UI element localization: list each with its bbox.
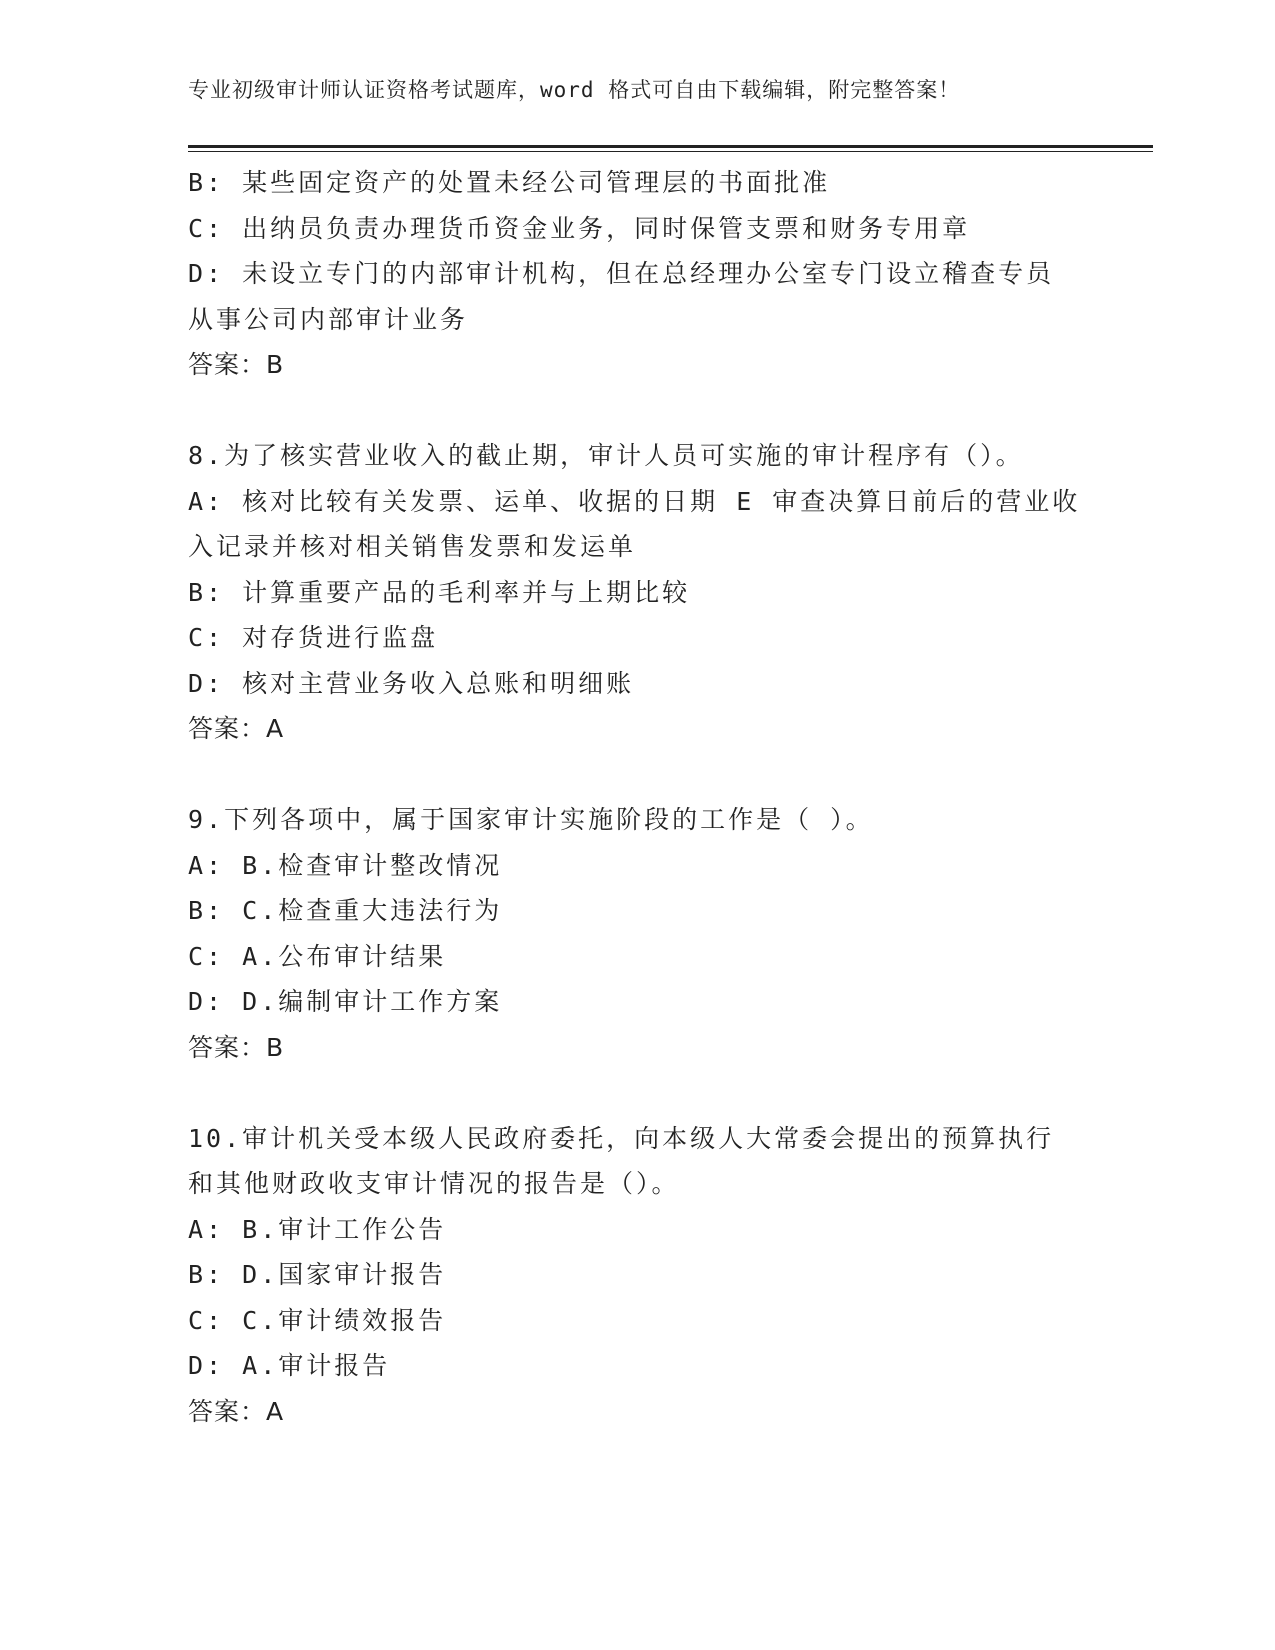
question-text-continued: 和其他财政收支审计情况的报告是（）。 (188, 1169, 680, 1198)
option-b: B: 计算重要产品的毛利率并与上期比较 (188, 577, 691, 607)
question-block-8 (188, 433, 1088, 752)
option-d: D: 未设立专门的内部审计机构，但在总经理办公室专门设立稽查专员 (188, 259, 1055, 288)
question-text: 8.为了核实营业收入的截止期，审计人员可实施的审计程序有（）。 (188, 441, 1024, 470)
option-a: A: 核对比较有关发票、运单、收据的日期 E 审查决算日前后的营业收 (188, 486, 1081, 516)
question-text: 9.下列各项中，属于国家审计实施阶段的工作是（ ）。 (188, 805, 874, 834)
option-b: B: D.国家审计报告 (188, 1260, 447, 1289)
spacer (188, 388, 1088, 434)
question-block-9 (188, 797, 1088, 1070)
question-text: 10.审计机关受本级人民政府委托，向本级人大常委会提出的预算执行 (188, 1123, 1055, 1153)
option-b: B: C.检查重大违法行为 (188, 896, 503, 925)
option-a: A: B.检查审计整改情况 (188, 850, 503, 880)
answer: 答案：A (188, 1396, 285, 1426)
page-header: 专业初级审计师认证资格考试题库，word 格式可自由下载编辑，附完整答案！ (188, 78, 961, 102)
option-d: D: D.编制审计工作方案 (188, 987, 503, 1016)
answer: 答案：B (188, 1032, 285, 1062)
option-d: D: A.审计报告 (188, 1351, 391, 1380)
spacer (188, 752, 1088, 798)
answer: 答案：B (188, 350, 285, 379)
question-block-7 (188, 160, 1088, 388)
question-block-10 (188, 1116, 1088, 1435)
option-c: C: C.审计绩效报告 (188, 1305, 447, 1335)
option-d-continued: 从事公司内部审计业务 (188, 304, 469, 334)
option-a-continued: 入记录并核对相关销售发票和发运单 (188, 532, 637, 561)
option-a: A: B.审计工作公告 (188, 1214, 447, 1244)
option-b: B: 某些固定资产的处置未经公司管理层的书面批准 (188, 168, 831, 197)
answer: 答案：A (188, 714, 285, 743)
question-content (188, 160, 1088, 1434)
header-divider-thin (188, 151, 1153, 152)
option-c: C: 对存货进行监盘 (188, 623, 439, 652)
option-c: C: 出纳员负责办理货币资金业务，同时保管支票和财务专用章 (188, 213, 971, 243)
option-c: C: A.公布审计结果 (188, 941, 447, 971)
spacer (188, 1070, 1088, 1116)
option-d: D: 核对主营业务收入总账和明细账 (188, 668, 635, 698)
header-divider (188, 145, 1153, 148)
